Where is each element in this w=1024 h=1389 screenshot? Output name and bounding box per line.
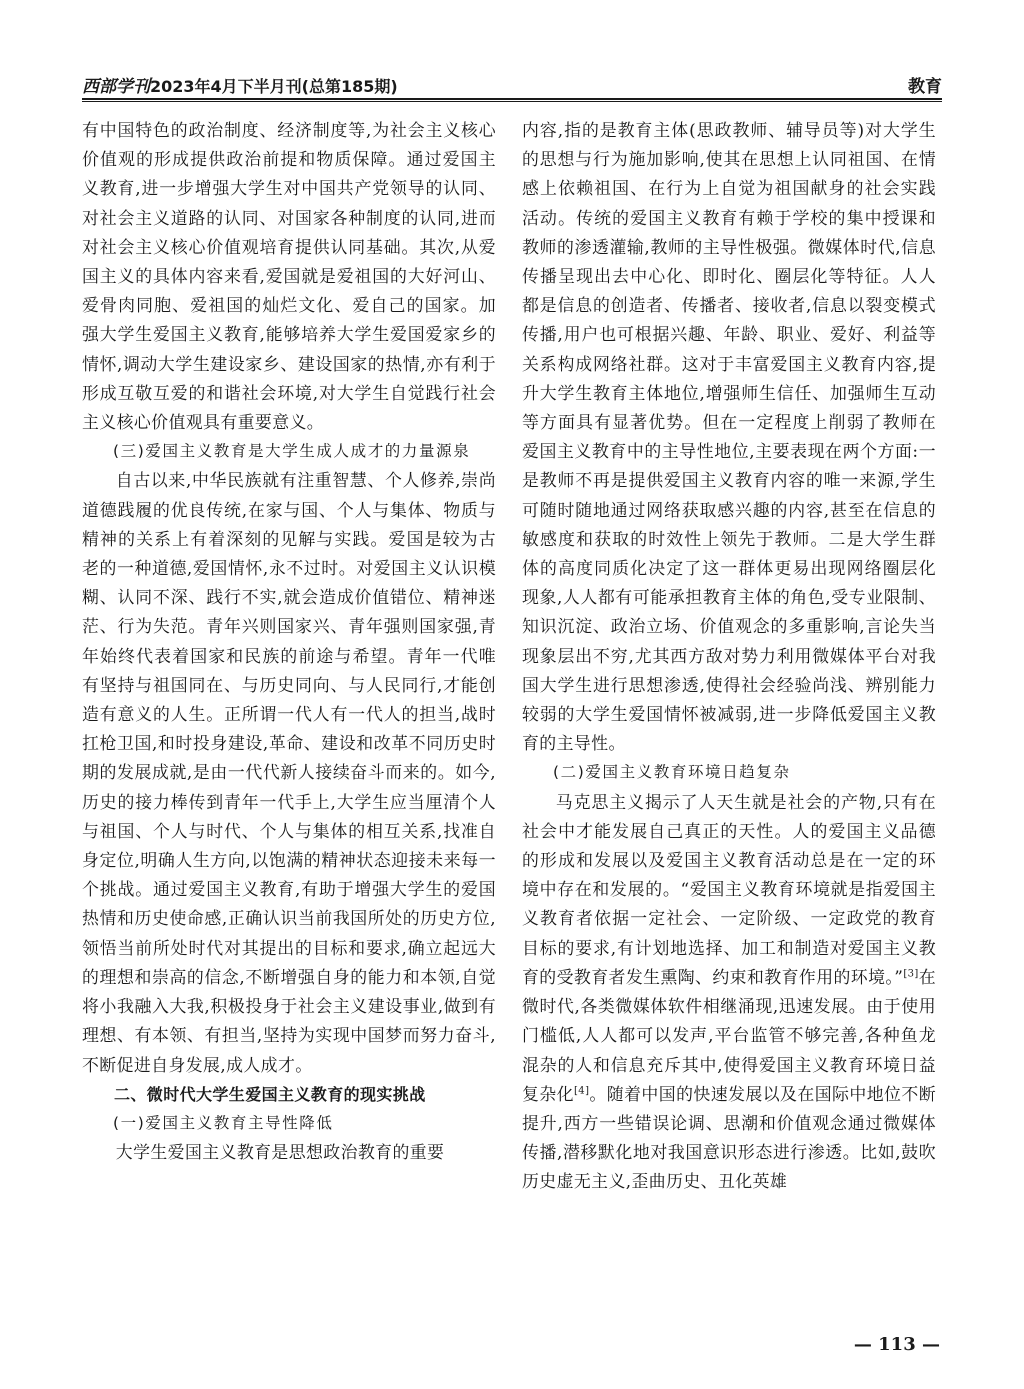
subsection-heading: (一)爱国主义教育主导性降低 — [113, 1113, 334, 1132]
citation[interactable]: [4] — [574, 1085, 590, 1097]
paragraph — [522, 788, 936, 1197]
paragraph: 自古以来,中华民族就有注重智慧、个人修养,崇尚道德践履的优良传统,在家与国、个人与集体、物质与精神的关系上有着深刻的见解与实践。爱国是较为古老的一种道德,爱国情怀,永不过时。对爱国主义认识模糊、认同不深、践行不实,就会造成价值错位、精神迷茫、行为失范。青年兴则国家兴、青年强则国家强,青年始终代表着国家和民族的前途与希望。青年一代唯有坚持与祖国同在、与历史同向、与人民同行,才能创造有意义的人生。正所谓一代人有一代人的担当,战时扛枪卫国,和时投身建设,革命、建设和改革不同历史时期的发展成就,是由一代代新人接续奋斗而来的。如今,历史的接力棒传到青年一代手上,大学生应当厘清个人与祖国、个人与时代、个人与集体的相互关系,找准自身定位,明确人生方向,以饱满的精神状态迎接未来每一个挑战。通过爱国主义教育,有助于增强大学生的爱国热情和历史使命感,正确认识当前我国所处的历史方位,领悟当前所处时代对其提出的目标和要求,确立起远大的理想和崇高的信念,不断增强自身的能力和本领,自觉将小我融入大我,积极投身于社会主义建设事业,做到有理想、有本领、有担当,坚持为实现中国梦而努力奋斗,不断促进自身发展,成人成才。 — [82, 470, 496, 1075]
header-rule — [82, 98, 942, 102]
paragraph: 大学生爱国主义教育是思想政治教育的重要 — [115, 1142, 445, 1163]
section-heading: 二、微时代大学生爱国主义教育的现实挑战 — [114, 1084, 426, 1104]
journal-logo: 西部学刊 — [82, 77, 150, 97]
paragraph: 有中国特色的政治制度、经济制度等,为社会主义核心价值观的形成提供政治前提和物质保障。通过爱国主义教育,进一步增强大学生对中国共产党领导的认同、对社会主义道路的认同、对国家各种制度的认同,进而对社会主义核心价值观培育提供认同基础。其次,从爱国主义的具体内容来看,爱国就是爱祖国的大好河山、爱骨肉同胞、爱祖国的灿烂文化、爱自己的国家。加强大学生爱国主义教育,能够培养大学生爱国爱家乡的情怀,调动大学生建设家乡、建设国家的热情,亦有利于形成互敬互爱的和谐社会环境,对大学生自觉践行社会主义核心价值观具有重要意义。 — [82, 120, 496, 433]
subsection-heading: (二)爱国主义教育环境日趋复杂 — [553, 763, 791, 782]
paragraph-text: 在微时代,各类微媒体软件相继涌现,迅速发展。由于使用门槛低,人人都可以发声,平台监管不够完善,各种鱼龙混杂的人和信息充斥其中,使得爱国主义教育环境日益复杂化 — [522, 966, 936, 1104]
subsection-heading: (三)爱国主义教育是大学生成人成才的力量源泉 — [113, 442, 471, 461]
paragraph-text: 。随着中国的快速发展以及在国际中地位不断提升,西方一些错误论调、思潮和价值观念通过微媒体传播,潜移默化地对我国意识形态进行渗透。比如,鼓吹历史虚无主义,歪曲历史、丑化英雄 — [522, 1083, 936, 1192]
citation[interactable]: [3] — [903, 968, 919, 980]
journal-info — [82, 72, 398, 97]
paragraph: 内容,指的是教育主体(思政教师、辅导员等)对大学生的思想与行为施加影响,使其在思想上认同祖国、在情感上依赖祖国、在行为上自觉为祖国献身的社会实践活动。传统的爱国主义教育有赖于学校的集中授课和教师的渗透灌输,教师的主导性极强。微媒体时代,信息传播呈现出去中心化、即时化、圈层化等特征。人人都是信息的创造者、传播者、接收者,信息以裂变模式传播,用户也可根据兴趣、年龄、职业、爱好、利益等关系构成网络社群。这对于丰富爱国主义教育内容,提升大学生教育主体地位,增强师生信任、加强师生互动等方面具有显著优势。但在一定程度上削弱了教师在爱国主义教育中的主导性地位,主要表现在两个方面:一是教师不再是提供爱国主义教育内容的唯一来源,学生可随时随地通过网络获取感兴趣的内容,甚至在信息的敏感度和获取的时效性上领先于教师。二是大学生群体的高度同质化决定了这一群体更易出现网络圈层化现象,人人都有可能承担教育主体的角色,受专业限制、知识沉淀、政治立场、价值观念的多重影响,言论失当现象层出不穷,尤其西方敌对势力利用微媒体平台对我国大学生进行思想渗透,使得社会经验尚浅、辨别能力较弱的大学生爱国情怀被减弱,进一步降低爱国主义教育的主导性。 — [522, 120, 936, 754]
left-column — [82, 116, 496, 1346]
page-number: — 113 — — [853, 1334, 940, 1355]
issue-info: 2023年4月下半月刊(总第185期) — [150, 77, 398, 96]
paragraph-text: 马克思主义揭示了人天生就是社会的产物,只有在社会中才能发展自己真正的天性。人的爱国主义品德的形成和发展以及爱国主义教育活动总是在一定的环境中存在和发展的。“爱国主义教育环境就是指爱国主义教育者依据一定社会、一定阶级、一定政党的教育目标的要求,有计划地选择、加工和制造对爱国主义教育的受教育者发生熏陶、约束和教育作用的环境。” — [522, 791, 936, 987]
section-label: 教育 — [908, 77, 942, 97]
right-column — [522, 116, 936, 1346]
